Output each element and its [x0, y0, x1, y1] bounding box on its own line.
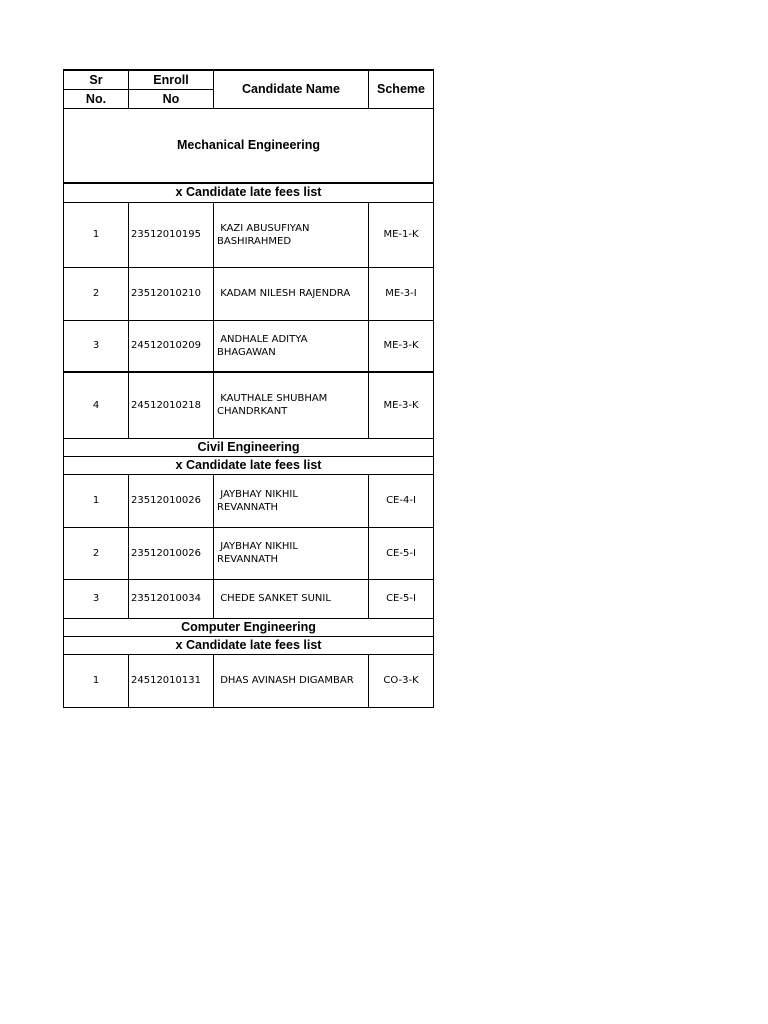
scheme-cell: CO-3-K	[369, 654, 434, 707]
header-enroll-no: No	[129, 89, 214, 108]
sr-cell: 1	[64, 654, 129, 707]
enroll-cell: 24512010209	[129, 320, 214, 372]
sr-cell: 1	[64, 474, 129, 527]
name-cell: KADAM NILESH RAJENDRA	[214, 267, 369, 320]
enroll-cell: 24512010218	[129, 372, 214, 438]
enroll-cell: 23512010210	[129, 267, 214, 320]
sr-cell: 1	[64, 202, 129, 267]
header-candidate-name: Candidate Name	[214, 70, 369, 108]
enroll-cell: 23512010026	[129, 474, 214, 527]
enroll-cell: 24512010131	[129, 654, 214, 707]
scheme-cell: ME-3-K	[369, 372, 434, 438]
scheme-cell: CE-5-I	[369, 527, 434, 579]
table-row	[64, 654, 434, 707]
name-cell: ANDHALE ADITYA BHAGAWAN	[214, 320, 369, 372]
table-row	[64, 267, 434, 320]
scheme-cell: ME-1-K	[369, 202, 434, 267]
list-title: x Candidate late fees list	[64, 183, 434, 202]
name-cell: KAZI ABUSUFIYAN BASHIRAHMED	[214, 202, 369, 267]
header-enroll: Enroll	[129, 70, 214, 89]
sr-cell: 3	[64, 579, 129, 618]
sr-cell: 3	[64, 320, 129, 372]
scheme-cell: CE-4-I	[369, 474, 434, 527]
late-fees-table	[63, 69, 434, 708]
scheme-cell: ME-3-K	[369, 320, 434, 372]
scheme-cell: CE-5-I	[369, 579, 434, 618]
department-heading: Computer Engineering	[64, 618, 434, 636]
name-cell: DHAS AVINASH DIGAMBAR	[214, 654, 369, 707]
table-row	[64, 202, 434, 267]
department-heading: Mechanical Engineering	[64, 108, 434, 183]
department-heading: Civil Engineering	[64, 438, 434, 456]
table-row	[64, 579, 434, 618]
table-row	[64, 474, 434, 527]
scheme-cell: ME-3-I	[369, 267, 434, 320]
sr-cell: 4	[64, 372, 129, 438]
name-cell: JAYBHAY NIKHIL REVANNATH	[214, 474, 369, 527]
header-sr: Sr	[64, 70, 129, 89]
header-no: No.	[64, 89, 129, 108]
name-cell: CHEDE SANKET SUNIL	[214, 579, 369, 618]
table-row	[64, 527, 434, 579]
table-row	[64, 372, 434, 438]
header-scheme: Scheme	[369, 70, 434, 108]
list-title: x Candidate late fees list	[64, 636, 434, 654]
list-title: x Candidate late fees list	[64, 456, 434, 474]
enroll-cell: 23512010195	[129, 202, 214, 267]
sr-cell: 2	[64, 267, 129, 320]
enroll-cell: 23512010034	[129, 579, 214, 618]
enroll-cell: 23512010026	[129, 527, 214, 579]
name-cell: JAYBHAY NIKHIL REVANNATH	[214, 527, 369, 579]
name-cell: KAUTHALE SHUBHAM CHANDRKANT	[214, 372, 369, 438]
table-row	[64, 320, 434, 372]
sr-cell: 2	[64, 527, 129, 579]
